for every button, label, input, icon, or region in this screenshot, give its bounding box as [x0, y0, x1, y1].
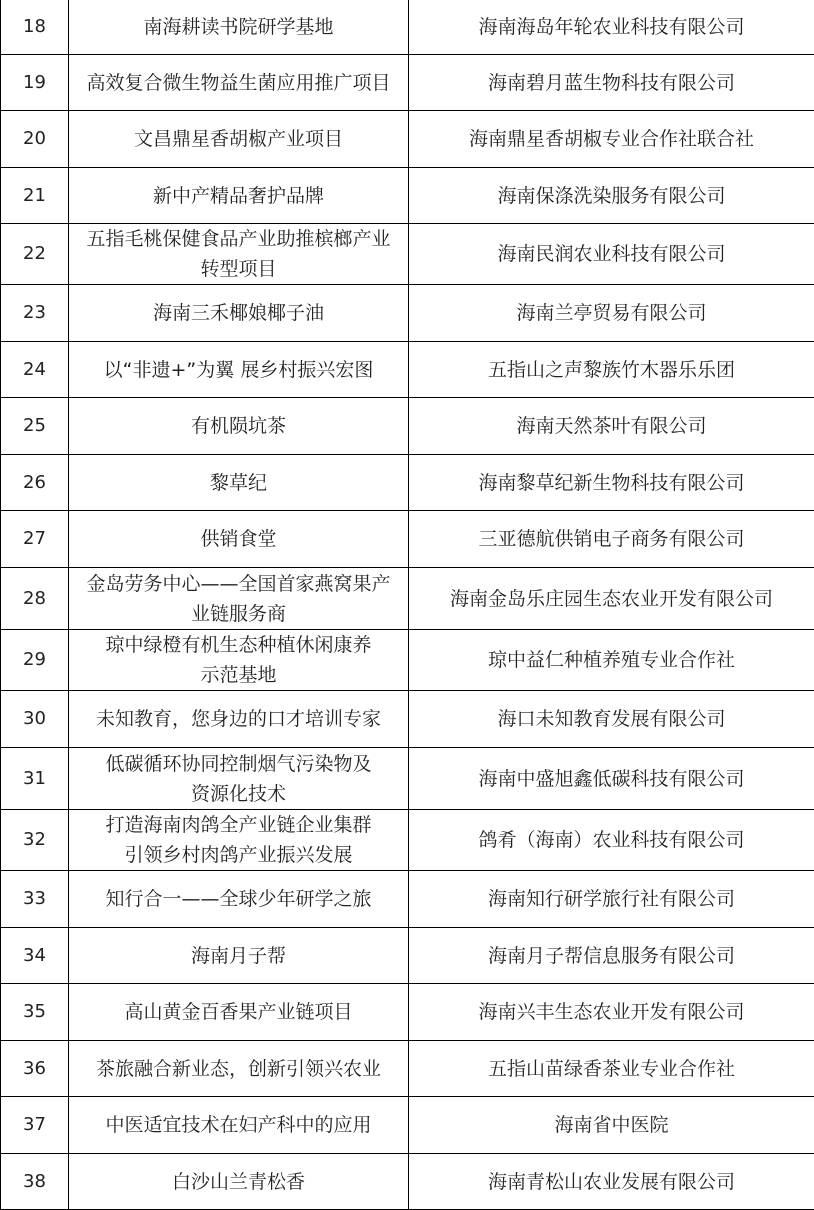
project-name-cell: [69, 0, 409, 55]
project-name-line: 转型项目: [77, 254, 400, 284]
project-name-cell: [69, 1097, 409, 1154]
table-row: [1, 691, 814, 748]
project-name-line: 打造海南肉鸽全产业链企业集群: [77, 810, 400, 840]
project-name-cell: [69, 871, 409, 928]
table-row: [1, 511, 814, 568]
row-number-cell: 23: [1, 285, 69, 342]
project-name-line: 资源化技术: [77, 779, 400, 809]
project-name-line: 南海耕读书院研学基地: [77, 12, 400, 42]
row-number-cell: 22: [1, 224, 69, 285]
row-number-cell: 26: [1, 455, 69, 511]
project-name-cell: [69, 1041, 409, 1097]
project-name-cell: [69, 511, 409, 568]
table-row: [1, 55, 814, 111]
organization-cell: 海南省中医院: [409, 1097, 814, 1154]
organization-cell: 海南鼎星香胡椒专业合作社联合社: [409, 111, 814, 168]
row-number-cell: 24: [1, 342, 69, 398]
project-name-cell: [69, 224, 409, 285]
project-name-line: 高效复合微生物益生菌应用推广项目: [77, 68, 400, 98]
project-name-line: 以“非遗+”为翼 展乡村振兴宏图: [77, 355, 400, 385]
organization-cell: 海南兰亭贸易有限公司: [409, 285, 814, 342]
project-name-cell: [69, 928, 409, 984]
organization-cell: 海南保涤洗染服务有限公司: [409, 168, 814, 224]
table-row: [1, 928, 814, 984]
organization-cell: 三亚德航供销电子商务有限公司: [409, 511, 814, 568]
organization-cell: 琼中益仁种植养殖专业合作社: [409, 630, 814, 691]
project-name-line: 文昌鼎星香胡椒产业项目: [77, 124, 400, 154]
project-name-cell: [69, 168, 409, 224]
table-row: [1, 455, 814, 511]
organization-cell: 海南金岛乐庄园生态农业开发有限公司: [409, 568, 814, 630]
organization-cell: 海南碧月蓝生物科技有限公司: [409, 55, 814, 111]
organization-cell: 海南黎草纪新生物科技有限公司: [409, 455, 814, 511]
organization-cell: 海南民润农业科技有限公司: [409, 224, 814, 285]
organization-cell: 五指山苗绿香茶业专业合作社: [409, 1041, 814, 1097]
row-number-cell: 29: [1, 630, 69, 691]
row-number-cell: 34: [1, 928, 69, 984]
table-row: [1, 748, 814, 810]
table-row: [1, 398, 814, 455]
project-name-line: 有机陨坑茶: [77, 411, 400, 441]
table-row: [1, 1154, 814, 1210]
project-name-line: 金岛劳务中心——全国首家燕窝果产: [77, 569, 400, 599]
table-row: [1, 0, 814, 55]
organization-cell: 五指山之声黎族竹木器乐乐团: [409, 342, 814, 398]
organization-cell: 海南知行研学旅行社有限公司: [409, 871, 814, 928]
table-row: [1, 342, 814, 398]
project-name-cell: [69, 984, 409, 1041]
table-row: [1, 810, 814, 871]
row-number-cell: 33: [1, 871, 69, 928]
project-name-line: 知行合一——全球少年研学之旅: [77, 884, 400, 914]
project-name-line: 中医适宜技术在妇产科中的应用: [77, 1110, 400, 1140]
project-name-cell: [69, 55, 409, 111]
table-row: [1, 630, 814, 691]
table-row: [1, 285, 814, 342]
project-name-cell: [69, 111, 409, 168]
table-row: [1, 568, 814, 630]
organization-cell: 海口未知教育发展有限公司: [409, 691, 814, 748]
row-number-cell: 25: [1, 398, 69, 455]
organization-cell: 海南青松山农业发展有限公司: [409, 1154, 814, 1210]
project-name-line: 海南三禾椰娘椰子油: [77, 298, 400, 328]
project-name-line: 白沙山兰青松香: [77, 1167, 400, 1197]
organization-cell: 海南中盛旭鑫低碳科技有限公司: [409, 748, 814, 810]
project-name-line: 海南月子帮: [77, 941, 400, 971]
table-row: [1, 111, 814, 168]
table-row: [1, 224, 814, 285]
project-name-cell: [69, 285, 409, 342]
row-number-cell: 18: [1, 0, 69, 55]
row-number-cell: 28: [1, 568, 69, 630]
project-name-line: 茶旅融合新业态，创新引领兴农业: [77, 1054, 400, 1084]
project-name-cell: [69, 342, 409, 398]
project-name-line: 示范基地: [77, 660, 400, 690]
project-name-line: 未知教育，您身边的口才培训专家: [77, 704, 400, 734]
project-name-line: 五指毛桃保健食品产业助推槟榔产业: [77, 224, 400, 254]
row-number-cell: 36: [1, 1041, 69, 1097]
row-number-cell: 19: [1, 55, 69, 111]
row-number-cell: 20: [1, 111, 69, 168]
project-name-cell: [69, 568, 409, 630]
table-row: [1, 168, 814, 224]
table-row: [1, 1097, 814, 1154]
project-name-line: 琼中绿橙有机生态种植休闲康养: [77, 630, 400, 660]
project-name-line: 低碳循环协同控制烟气污染物及: [77, 749, 400, 779]
row-number-cell: 32: [1, 810, 69, 871]
project-name-cell: [69, 691, 409, 748]
project-name-cell: [69, 398, 409, 455]
table-row: [1, 984, 814, 1041]
table-row: [1, 871, 814, 928]
row-number-cell: 38: [1, 1154, 69, 1210]
organization-cell: 海南天然茶叶有限公司: [409, 398, 814, 455]
project-name-line: 供销食堂: [77, 524, 400, 554]
row-number-cell: 21: [1, 168, 69, 224]
row-number-cell: 31: [1, 748, 69, 810]
organization-cell: 海南月子帮信息服务有限公司: [409, 928, 814, 984]
row-number-cell: 27: [1, 511, 69, 568]
table-body: [1, 0, 814, 1210]
project-name-cell: [69, 455, 409, 511]
project-name-line: 新中产精品奢护品牌: [77, 181, 400, 211]
project-name-line: 高山黄金百香果产业链项目: [77, 997, 400, 1027]
project-name-cell: [69, 810, 409, 871]
organization-cell: 海南兴丰生态农业开发有限公司: [409, 984, 814, 1041]
project-name-line: 引领乡村肉鸽产业振兴发展: [77, 840, 400, 870]
project-name-cell: [69, 630, 409, 691]
organization-cell: 鸽肴（海南）农业科技有限公司: [409, 810, 814, 871]
project-name-line: 业链服务商: [77, 599, 400, 629]
row-number-cell: 30: [1, 691, 69, 748]
project-name-cell: [69, 1154, 409, 1210]
row-number-cell: 37: [1, 1097, 69, 1154]
row-number-cell: 35: [1, 984, 69, 1041]
project-name-cell: [69, 748, 409, 810]
organization-cell: 海南海岛年轮农业科技有限公司: [409, 0, 814, 55]
table-row: [1, 1041, 814, 1097]
project-name-line: 黎草纪: [77, 468, 400, 498]
